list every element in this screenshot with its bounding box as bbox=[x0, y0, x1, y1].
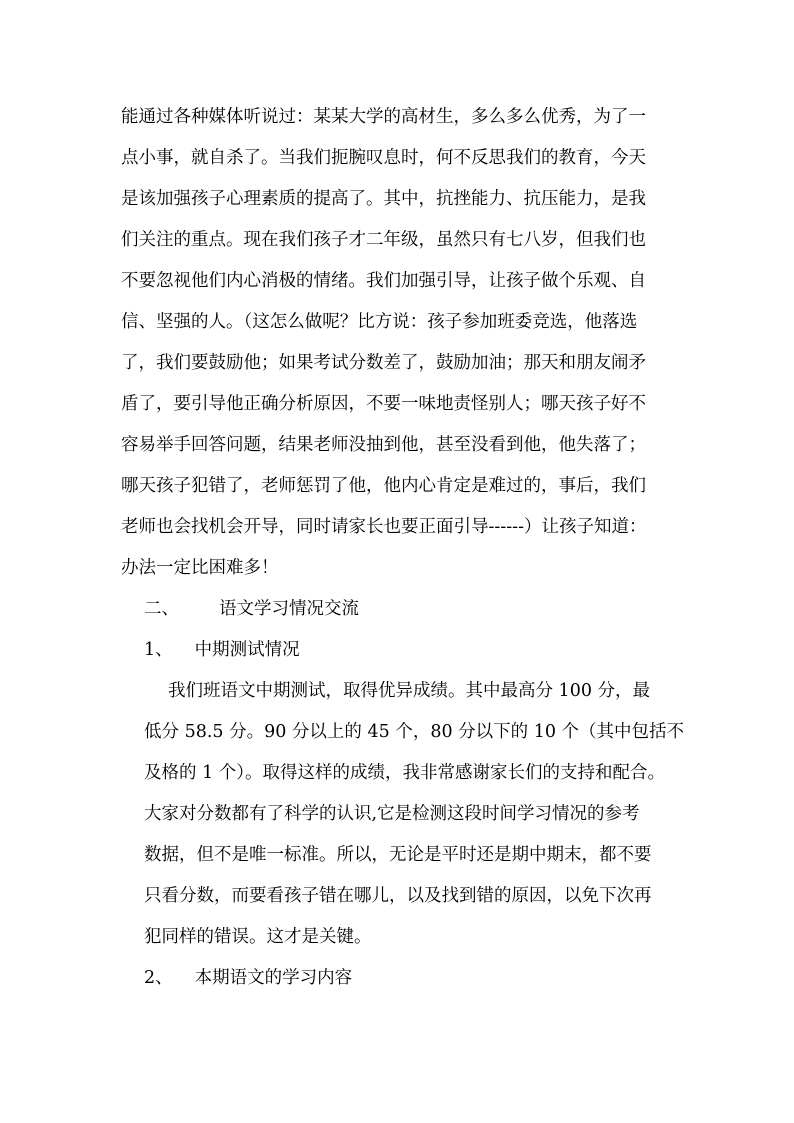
subsection-number: 2、 bbox=[144, 968, 173, 988]
paragraph-line: 哪天孩子犯错了，老师惩罚了他，他内心肯定是难过的，事后，我们 bbox=[121, 476, 646, 496]
paragraph-line: 不要忽视他们内心消极的情绪。我们加强引导，让孩子做个乐观、自 bbox=[121, 271, 646, 291]
paragraph-line: 老师也会找机会开导，同时请家长也要正面引导------）让孩子知道： bbox=[121, 517, 647, 537]
paragraph-line: 犯同样的错误。这才是关键。 bbox=[144, 927, 372, 947]
paragraph-line: 办法一定比困难多！ bbox=[121, 558, 279, 578]
subsection-title: 本期语文的学习内容 bbox=[194, 968, 353, 988]
paragraph-line: 们关注的重点。现在我们孩子才二年级，虽然只有七八岁，但我们也 bbox=[121, 230, 646, 250]
paragraph-line: 点小事，就自杀了。当我们扼腕叹息时，何不反思我们的教育，今天 bbox=[121, 148, 646, 168]
paragraph-line: 只看分数，而要看孩子错在哪儿，以及找到错的原因，以免下次再 bbox=[144, 886, 652, 906]
paragraph-line: 信、坚强的人。（这怎么做呢？比方说：孩子参加班委竞选，他落选 bbox=[121, 312, 638, 332]
section-heading bbox=[144, 598, 359, 620]
section-title: 语文学习情况交流 bbox=[219, 599, 359, 619]
paragraph-line: 数据，但不是唯一标准。所以，无论是平时还是期中期末，都不要 bbox=[144, 845, 652, 865]
paragraph-line: 及格的 1 个）。取得这样的成绩，我非常感谢家长们的支持和配合。 bbox=[144, 763, 666, 783]
paragraph-line: 大家对分数都有了科学的认识,它是检测这段时间学习情况的参考 bbox=[144, 804, 640, 824]
paragraph-line: 盾了，要引导他正确分析原因，不要一味地责怪别人；哪天孩子好不 bbox=[121, 394, 646, 414]
subsection-heading bbox=[144, 639, 300, 661]
paragraph-line: 能通过各种媒体听说过：某某大学的高材生，多么多么优秀，为了一 bbox=[121, 107, 646, 127]
paragraph-line: 低分 58.5 分。90 分以上的 45 个，80 分以下的 10 个（其中包括不 bbox=[144, 722, 685, 742]
subsection-heading bbox=[144, 967, 352, 989]
subsection-title: 中期测试情况 bbox=[194, 640, 300, 660]
section-number: 二、 bbox=[144, 599, 179, 619]
paragraph-line: 容易举手回答问题，结果老师没抽到他，甚至没看到他，他失落了； bbox=[121, 435, 646, 455]
paragraph-line: 我们班语文中期测试，取得优异成绩。其中最高分 100 分，最 bbox=[168, 681, 651, 701]
paragraph-line: 了，我们要鼓励他；如果考试分数差了，鼓励加油；那天和朋友闹矛 bbox=[121, 353, 646, 373]
subsection-number: 1、 bbox=[144, 640, 173, 660]
paragraph-line: 是该加强孩子心理素质的提高了。其中，抗挫能力、抗压能力，是我 bbox=[121, 189, 646, 209]
